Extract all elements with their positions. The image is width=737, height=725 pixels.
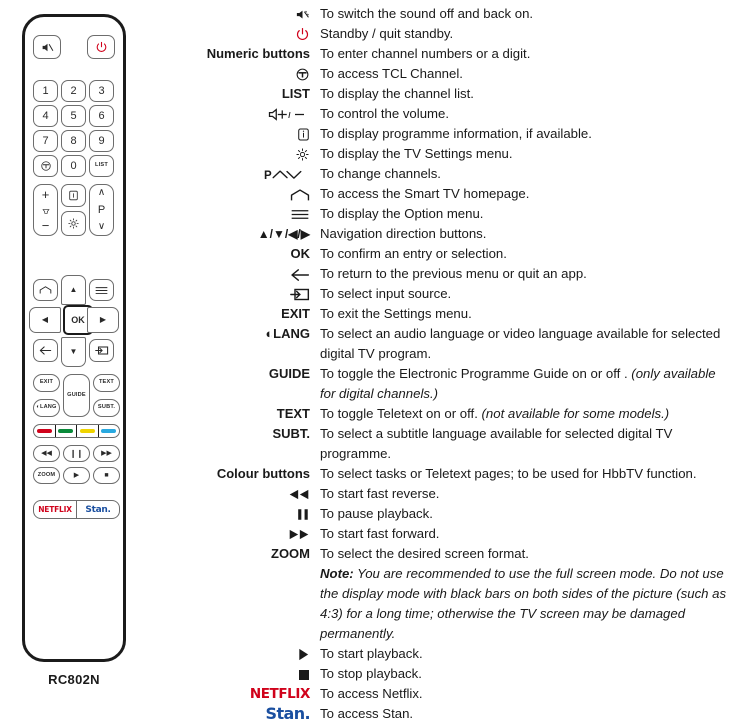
- mute-icon: [41, 41, 54, 54]
- legend-desc: To access Netflix.: [320, 686, 423, 701]
- legend-desc: To return to the previous menu or quit an app.: [320, 266, 587, 281]
- legend-note-label: Note:: [320, 566, 354, 581]
- remote-button-nav-right[interactable]: ▶: [87, 307, 119, 333]
- function-legend-list: [180, 0, 737, 725]
- legend-desc: To change channels.: [320, 166, 441, 181]
- remote-button-list[interactable]: LIST: [89, 155, 114, 177]
- legend-desc: To enter channel numbers or a digit.: [320, 46, 531, 61]
- back-arrow-icon: [290, 268, 310, 282]
- legend-row: [180, 264, 737, 284]
- remote-button-info[interactable]: [61, 184, 86, 207]
- remote-button-digit-8[interactable]: 8: [61, 130, 86, 152]
- legend-desc: To select input source.: [320, 286, 452, 301]
- volume-icon: [268, 107, 310, 122]
- legend-desc: To exit the Settings menu.: [320, 306, 472, 321]
- legend-key: TEXT: [276, 406, 310, 421]
- legend-key: [180, 4, 320, 24]
- pause-icon: [296, 508, 310, 521]
- legend-key: [180, 164, 320, 184]
- remote-button-digit-7[interactable]: 7: [33, 130, 58, 152]
- remote-button-volume[interactable]: [33, 184, 58, 236]
- legend-row: [180, 304, 737, 324]
- legend-key: ◐LANG: [265, 326, 310, 341]
- legend-desc: To access TCL Channel.: [320, 66, 463, 81]
- remote-button-settings[interactable]: [61, 211, 86, 236]
- legend-desc: To confirm an entry or selection.: [320, 246, 507, 261]
- legend-key: Numeric buttons: [206, 46, 310, 61]
- legend-row: [180, 644, 737, 664]
- fast-forward-icon: [288, 528, 310, 541]
- legend-row: [180, 44, 737, 64]
- legend-row: [180, 104, 737, 124]
- legend-desc: To access Stan.: [320, 706, 414, 721]
- svg-text:/: /: [288, 110, 291, 120]
- source-icon: [95, 345, 109, 356]
- legend-key: [180, 644, 320, 664]
- remote-illustration: [0, 0, 180, 725]
- source-icon: [290, 287, 310, 302]
- legend-key: [180, 124, 320, 144]
- volume-up-label[interactable]: +: [41, 187, 50, 202]
- remote-button-power[interactable]: [87, 35, 115, 59]
- remote-button-audio-lang[interactable]: ◐LANG: [33, 399, 60, 417]
- legend-desc: To control the volume.: [320, 106, 450, 121]
- home-icon: [39, 285, 52, 295]
- remote-button-ok[interactable]: OK: [63, 305, 93, 335]
- remote-button-guide[interactable]: GUIDE: [63, 374, 90, 417]
- legend-key: SUBT.: [272, 426, 310, 441]
- remote-button-back[interactable]: [33, 339, 58, 362]
- remote-button-digit-0[interactable]: 0: [61, 155, 86, 177]
- legend-row: [180, 664, 737, 684]
- remote-button-fast-forward[interactable]: ▶▶: [93, 445, 120, 462]
- remote-button-tcl-channel[interactable]: [33, 155, 58, 177]
- legend-row: [180, 284, 737, 304]
- remote-button-source[interactable]: [89, 339, 114, 362]
- legend-key: [180, 504, 320, 524]
- play-icon: [297, 648, 310, 661]
- info-icon: [68, 189, 79, 202]
- legend-row: [180, 504, 737, 524]
- legend-row: [180, 684, 737, 704]
- remote-button-exit[interactable]: EXIT: [33, 374, 60, 392]
- legend-row: [180, 164, 737, 184]
- legend-desc: To display the Option menu.: [320, 206, 484, 221]
- programme-label: P: [97, 203, 106, 216]
- legend-row: [180, 244, 737, 264]
- legend-desc: To start playback.: [320, 646, 423, 661]
- legend-desc: To display the TV Settings menu.: [320, 146, 513, 161]
- legend-row: [180, 324, 737, 364]
- remote-button-pause[interactable]: ❙❙: [63, 445, 90, 462]
- remote-button-zoom[interactable]: ZOOM: [33, 467, 60, 484]
- legend-row: [180, 524, 737, 544]
- legend-row: [180, 64, 737, 84]
- menu-icon: [290, 208, 310, 221]
- remote-app-buttons[interactable]: [33, 500, 120, 519]
- remote-button-stop[interactable]: ■: [93, 467, 120, 484]
- programme-up-label[interactable]: ∧: [97, 187, 106, 198]
- colour-button-blue[interactable]: [99, 425, 120, 437]
- programme-icon: [264, 167, 310, 183]
- menu-icon: [95, 286, 108, 295]
- home-icon: [290, 188, 310, 202]
- legend-desc-main: To toggle the Electronic Programme Guide on or off .: [320, 366, 632, 381]
- legend-key: [180, 704, 320, 725]
- legend-desc-main: To toggle Teletext on or off.: [320, 406, 482, 421]
- remote-button-nav-down[interactable]: ▼: [61, 337, 86, 367]
- tcl-channel-icon: [295, 67, 310, 82]
- mute-icon: [295, 7, 310, 22]
- netflix-logo: NETFLIX: [249, 686, 310, 702]
- gear-icon: [295, 147, 310, 162]
- legend-desc: To access the Smart TV homepage.: [320, 186, 530, 201]
- remote-button-netflix[interactable]: [34, 501, 77, 518]
- legend-row: [180, 224, 737, 244]
- legend-key: [180, 204, 320, 224]
- remote-button-nav-up[interactable]: ▲: [61, 275, 86, 305]
- legend-key: LIST: [281, 86, 310, 101]
- legend-desc: Standby / quit standby.: [320, 26, 454, 41]
- legend-row: [180, 144, 737, 164]
- stop-icon: [298, 669, 310, 681]
- remote-model-label: RC802N: [48, 672, 100, 687]
- remote-button-digit-6[interactable]: 6: [89, 105, 114, 127]
- legend-key: [180, 144, 320, 164]
- legend-desc: To switch the sound off and back on.: [320, 6, 534, 21]
- legend-desc: To stop playback.: [320, 666, 422, 681]
- stan-logo: Stan.: [85, 504, 111, 515]
- remote-button-subtitle[interactable]: SUBT.: [93, 399, 120, 417]
- legend-key: ZOOM: [271, 546, 310, 561]
- legend-key: OK: [290, 246, 310, 261]
- legend-row: [180, 84, 737, 104]
- remote-button-digit-1[interactable]: 1: [33, 80, 58, 102]
- colour-button-red[interactable]: [34, 425, 56, 437]
- legend-desc: To pause playback.: [320, 506, 433, 521]
- remote-button-rewind[interactable]: ◀◀: [33, 445, 60, 462]
- volume-down-label[interactable]: −: [41, 218, 50, 233]
- netflix-logo: NETFLIX: [38, 505, 72, 514]
- legend-key: [180, 524, 320, 544]
- legend-desc: To select an audio language or video language available for selected digital TV program.: [320, 326, 721, 361]
- legend-key: [180, 64, 320, 84]
- remote-button-mute[interactable]: [33, 35, 61, 59]
- legend-key: [180, 664, 320, 684]
- legend-key: EXIT: [281, 306, 310, 321]
- legend-desc: Navigation direction buttons.: [320, 226, 487, 241]
- power-icon: [295, 27, 310, 42]
- legend-desc: To select tasks or Teletext pages; to be used for HbbTV function.: [320, 466, 697, 481]
- stan-logo: Stan.: [265, 704, 310, 723]
- remote-button-digit-4[interactable]: 4: [33, 105, 58, 127]
- legend-key: [180, 484, 320, 504]
- legend-desc: To start fast reverse.: [320, 486, 440, 501]
- remote-button-digit-9[interactable]: 9: [89, 130, 114, 152]
- legend-row: [180, 544, 737, 644]
- legend-row: [180, 464, 737, 484]
- programme-down-label[interactable]: ∨: [97, 221, 106, 232]
- legend-row: [180, 24, 737, 44]
- legend-desc-main: To select the desired screen format.: [320, 546, 529, 561]
- legend-desc: To select a subtitle language available for selected digital TV programme.: [320, 426, 673, 461]
- remote-button-digit-2[interactable]: 2: [61, 80, 86, 102]
- info-icon: [297, 127, 310, 142]
- legend-key: ▲/▼/◀/▶: [257, 227, 310, 241]
- legend-desc: To display programme information, if available.: [320, 126, 592, 141]
- legend-key: [180, 24, 320, 44]
- legend-key: [180, 284, 320, 304]
- speaker-icon: [41, 205, 51, 215]
- legend-row: [180, 364, 737, 404]
- remote-button-digit-5[interactable]: 5: [61, 105, 86, 127]
- remote-button-option-menu[interactable]: [89, 279, 114, 301]
- legend-row: [180, 184, 737, 204]
- legend-key: [180, 104, 320, 124]
- legend-desc-note: (not available for some models.): [481, 406, 670, 421]
- legend-row: [180, 704, 737, 725]
- remote-button-programme[interactable]: [89, 184, 114, 236]
- remote-button-nav-left[interactable]: ◀: [29, 307, 61, 333]
- legend-desc: To start fast forward.: [320, 526, 440, 541]
- legend-desc: [320, 544, 737, 644]
- rewind-icon: [288, 488, 310, 501]
- remote-button-home[interactable]: [33, 279, 58, 301]
- legend-key: Colour buttons: [216, 466, 310, 481]
- legend-key: [180, 184, 320, 204]
- legend-key: GUIDE: [268, 366, 310, 381]
- remote-colour-buttons[interactable]: [33, 424, 120, 438]
- colour-button-green[interactable]: [56, 425, 78, 437]
- legend-row: [180, 424, 737, 464]
- svg-text:P: P: [264, 169, 272, 182]
- legend-key: [180, 684, 320, 704]
- legend-row: [180, 204, 737, 224]
- legend-desc: To display the channel list.: [320, 86, 474, 101]
- legend-desc: [320, 364, 737, 404]
- legend-row: [180, 484, 737, 504]
- legend-desc: [320, 404, 737, 424]
- colour-button-yellow[interactable]: [77, 425, 99, 437]
- legend-row: [180, 404, 737, 424]
- legend-row: [180, 4, 737, 24]
- legend-row: [180, 124, 737, 144]
- remote-button-stan[interactable]: [77, 501, 119, 518]
- remote-body: [22, 14, 126, 662]
- gear-icon: [67, 217, 80, 230]
- tcl-channel-icon: [40, 160, 52, 172]
- legend-note-text: You are recommended to use the full screen mode. Do not use the display mode with black bars on both sides of the picture (such as 4:3) for a long time; otherwise the TV screen may be damaged permanently.: [320, 566, 727, 641]
- legend-desc-note: (only available for digital channels.): [320, 366, 716, 401]
- remote-button-play[interactable]: ▶: [63, 467, 90, 484]
- remote-button-digit-3[interactable]: 3: [89, 80, 114, 102]
- power-icon: [95, 41, 108, 54]
- remote-button-text[interactable]: TEXT: [93, 374, 120, 392]
- legend-key: [180, 264, 320, 284]
- back-arrow-icon: [39, 345, 52, 356]
